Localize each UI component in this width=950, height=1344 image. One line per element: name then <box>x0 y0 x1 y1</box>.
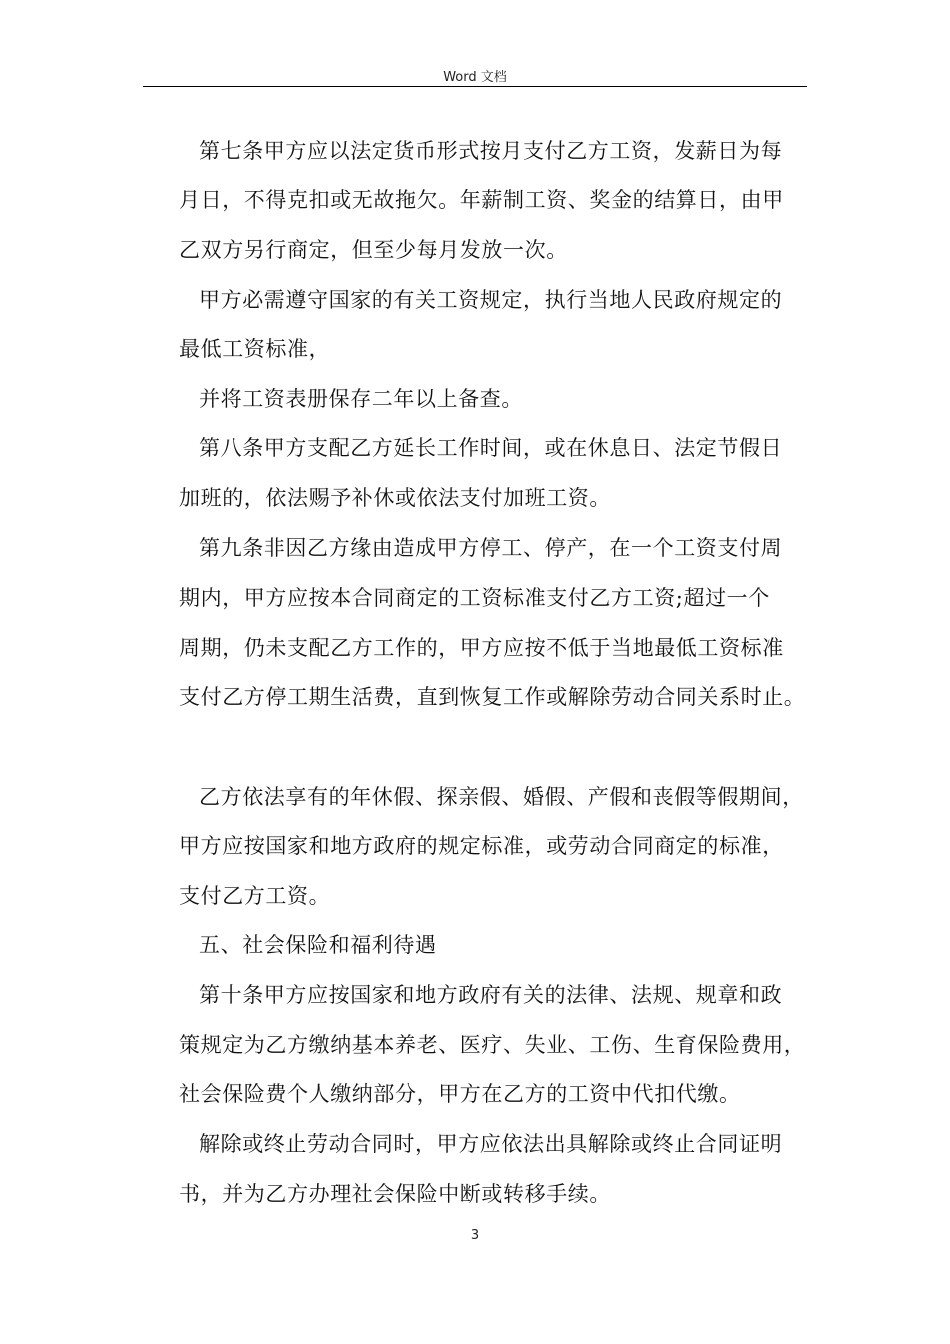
paragraph-line: 加班的，依法赐予补休或依法支付加班工资。 <box>179 486 611 510</box>
paragraph-line: 解除或终止劳动合同时，甲方应依法出具解除或终止合同证明 <box>199 1132 783 1156</box>
paragraph-line: 甲方必需遵守国家的有关工资规定，执行当地人民政府规定的 <box>199 288 783 312</box>
paragraph-line: 最低工资标准， <box>179 337 331 361</box>
paragraph-line: 书，并为乙方办理社会保险中断或转移手续。 <box>179 1182 611 1206</box>
paragraph-line: 甲方应按国家和地方政府的规定标准，或劳动合同商定的标准， <box>179 834 784 858</box>
page-number: 3 <box>470 1228 480 1243</box>
paragraph-line: 乙方依法享有的年休假、探亲假、婚假、产假和丧假等假期间， <box>199 785 804 809</box>
paragraph-line: 策规定为乙方缴纳基本养老、医疗、失业、工伤、生育保险费用， <box>179 1033 806 1057</box>
paragraph-line: 第八条甲方支配乙方延长工作时间，或在休息日、法定节假日 <box>199 436 783 460</box>
paragraph-line: 期内，甲方应按本合同商定的工资标准支付乙方工资;超过一个 <box>179 586 770 610</box>
paragraph-line: 乙双方另行商定，但至少每月发放一次。 <box>179 238 568 262</box>
section-heading: 五、社会保险和福利待遇 <box>199 933 437 957</box>
page-header: Word 文档 <box>443 70 507 85</box>
paragraph-line: 第九条非因乙方缘由造成甲方停工、停产，在一个工资支付周 <box>199 536 783 560</box>
paragraph-line: 社会保险费个人缴纳部分，甲方在乙方的工资中代扣代缴。 <box>179 1082 741 1106</box>
paragraph-line: 支付乙方停工期生活费，直到恢复工作或解除劳动合同关系时止。 <box>179 685 806 709</box>
paragraph-line: 周期，仍未支配乙方工作的，甲方应按不低于当地最低工资标准 <box>179 636 784 660</box>
paragraph-line: 并将工资表册保存二年以上备查。 <box>199 387 523 411</box>
paragraph-line: 支付乙方工资。 <box>179 884 331 908</box>
paragraph-line: 第七条甲方应以法定货币形式按月支付乙方工资，发薪日为每 <box>199 139 783 163</box>
paragraph-line: 月日，不得克扣或无故拖欠。年薪制工资、奖金的结算日，由甲 <box>179 188 784 212</box>
paragraph-line: 第十条甲方应按国家和地方政府有关的法律、法规、规章和政 <box>199 983 783 1007</box>
